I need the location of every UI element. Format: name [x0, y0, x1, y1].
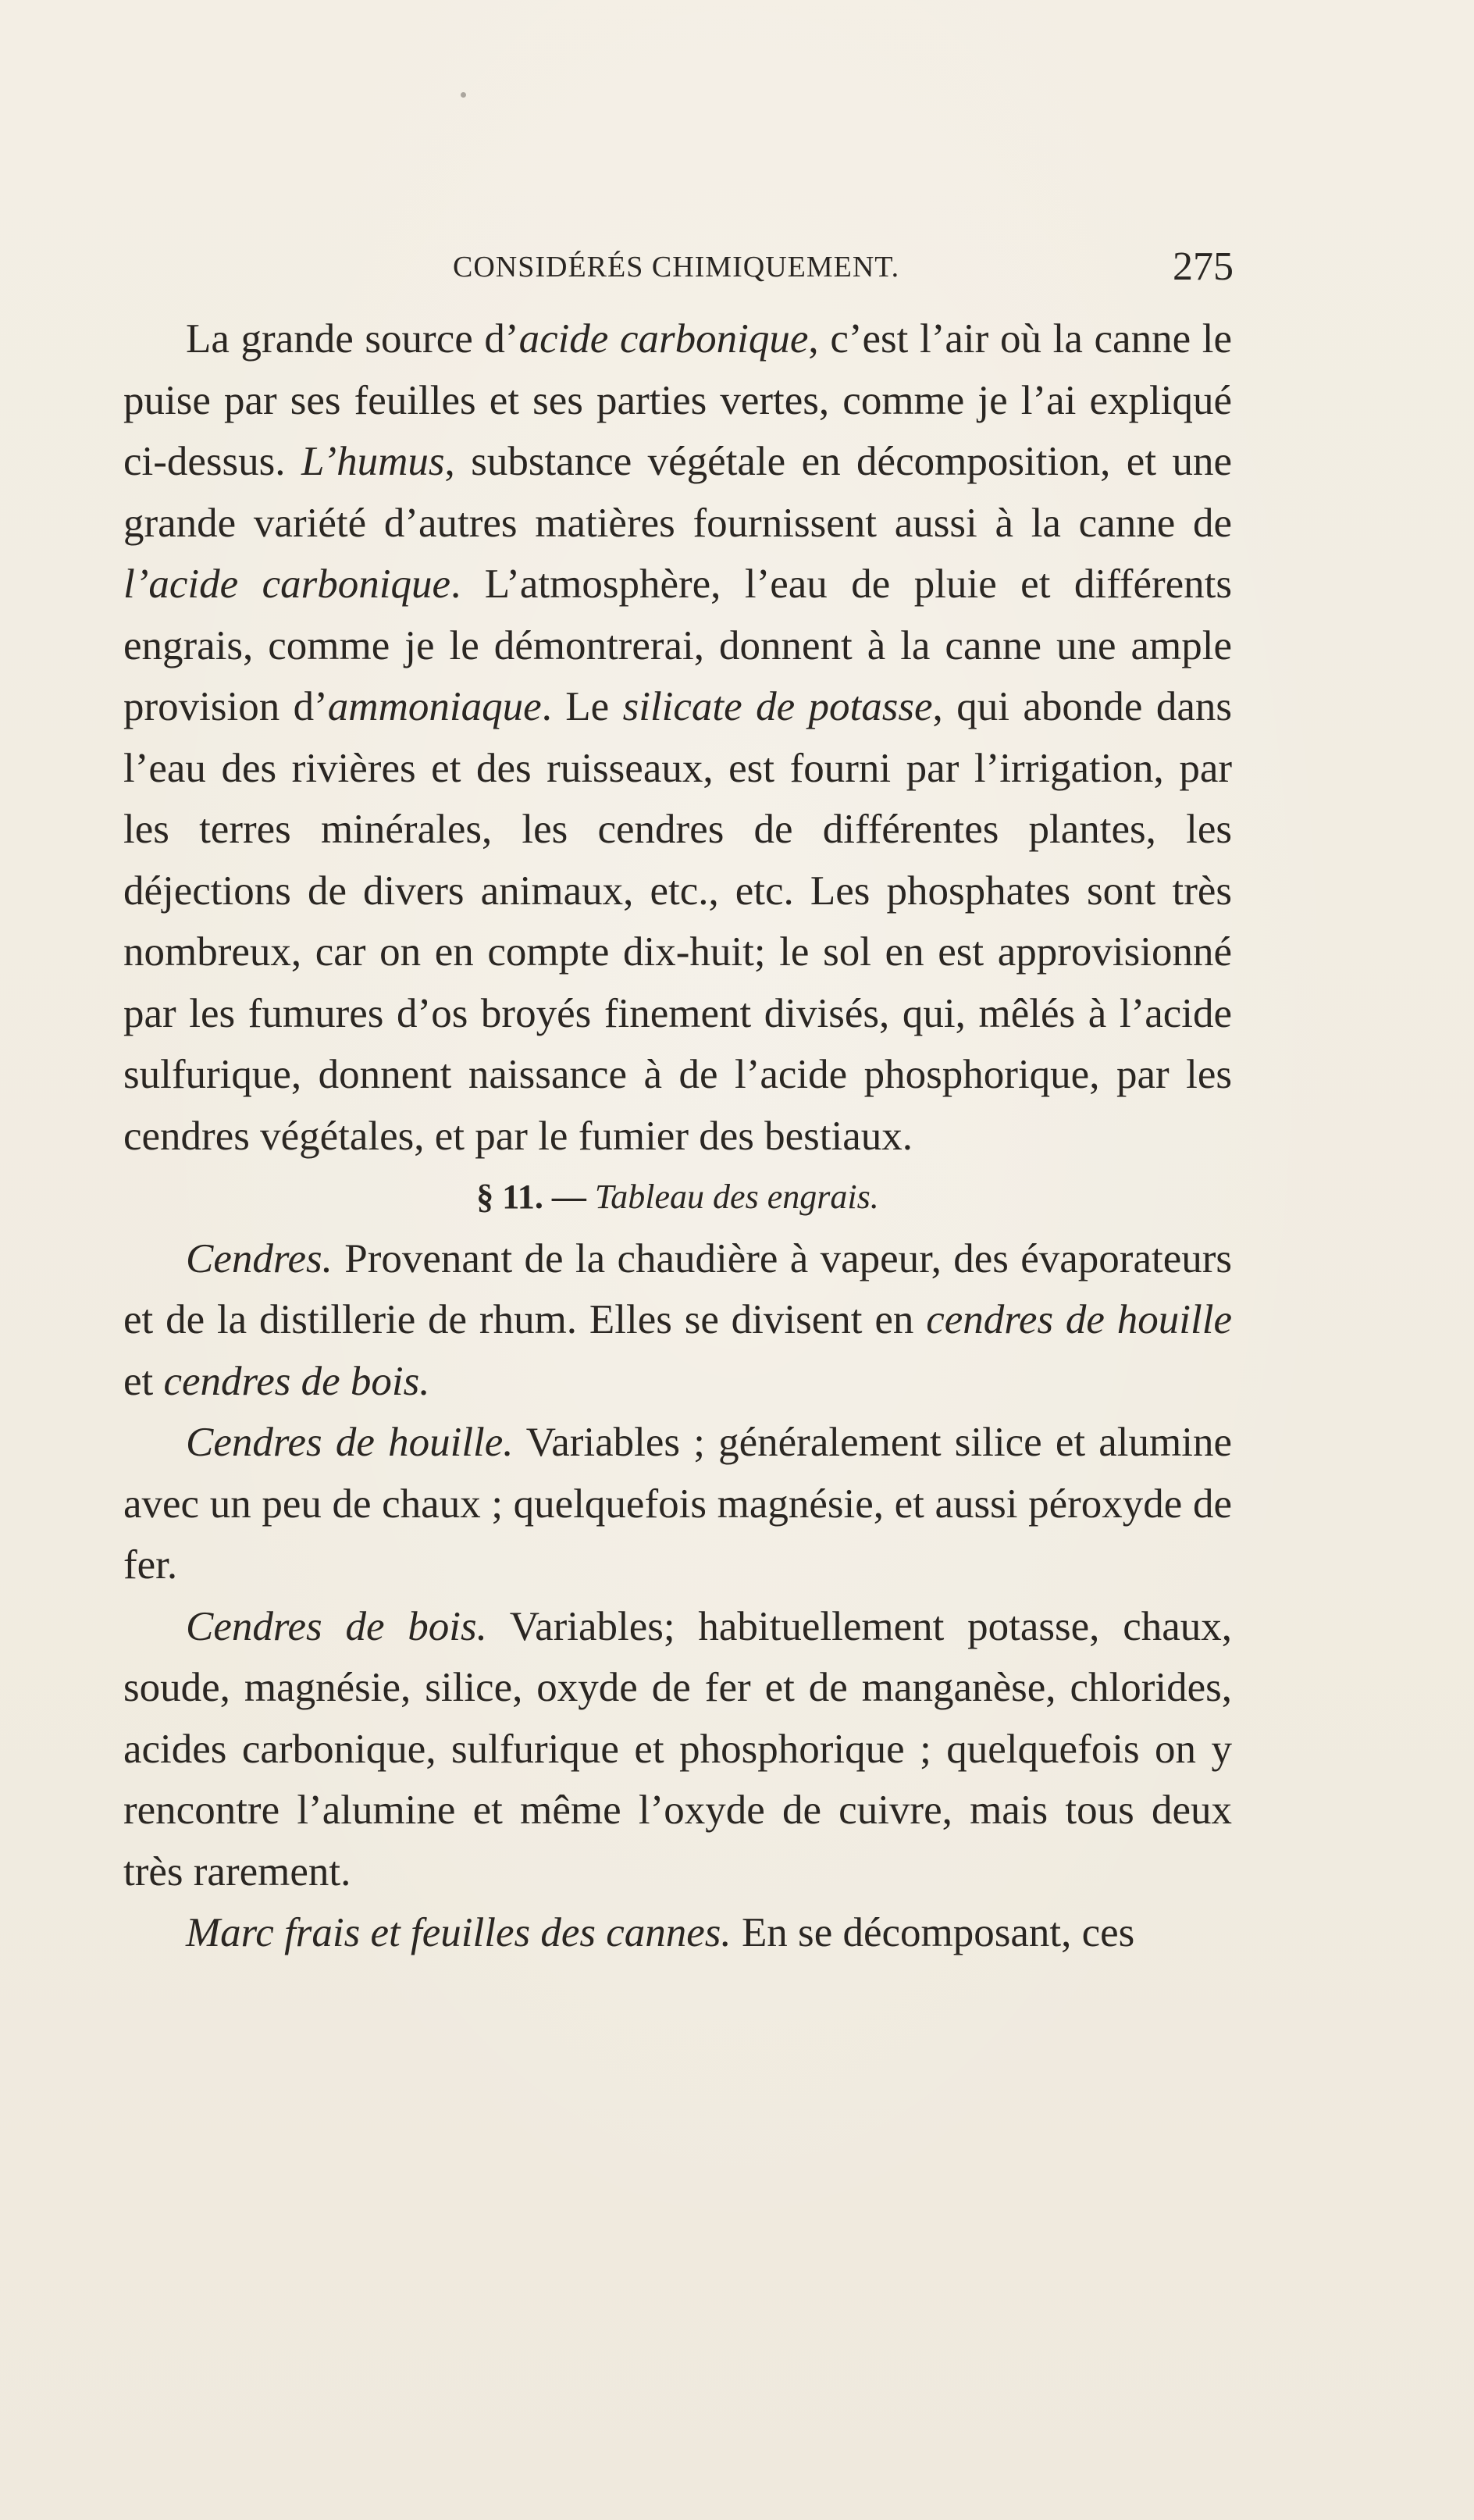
section-heading	[123, 1167, 1232, 1228]
text-run: . L’atmosphère, l’eau de pluie et différents engrais, comme je le démontrerai, donnent à la canne une ample provision d’	[123, 561, 1233, 729]
page-number: 275	[1173, 244, 1234, 289]
paragraph-cendres-bois	[123, 1596, 1232, 1903]
italic-term: Cendres de houille.	[186, 1420, 514, 1465]
italic-term: cendres de houille	[926, 1297, 1232, 1342]
text-run: Variables; habituellement potasse, chaux, soude, magnésie, silice, oxyde de fer et de manganèse, chlorides, acides carbonique, sulfurique et phosphorique ; quelquefois on y rencontre l’alumine et même l’oxyde de cuivre, mais tous deux très rarement.	[123, 1603, 1232, 1894]
paragraph-cendres-houille	[123, 1412, 1232, 1596]
text-run: Provenant de la chaudière à vapeur, des évaporateurs et de la distillerie de rhum. Elles se divisent en	[123, 1235, 1232, 1342]
italic-term: Cendres.	[186, 1235, 333, 1281]
text-run: . Le	[541, 684, 623, 729]
text-run: La grande source d’	[186, 316, 519, 362]
italic-term: Marc frais et feuilles des cannes.	[186, 1910, 732, 1955]
section-title: Tableau des engrais.	[594, 1178, 879, 1216]
text-run: et	[123, 1358, 164, 1404]
section-number: § 11. —	[476, 1178, 595, 1216]
italic-term: L’humus	[301, 439, 445, 484]
text-run: Variables ; généralement silice et alumine avec un peu de chaux ; quelquefois magnésie, et aussi péroxyde de fer.	[123, 1420, 1232, 1588]
text-run: En se décomposant, ces	[731, 1910, 1135, 1955]
text-run: , c’est l’air où la canne le puise par ses feuilles et ses parties vertes, comme je l’ai expliqué ci-dessus.	[123, 316, 1233, 484]
italic-term: cendres de bois.	[163, 1358, 430, 1404]
text-run: , qui abonde dans l’eau des rivières et des ruisseaux, est fourni par l’irrigation, par les terres minérales, les cendres de différentes plantes, les déjections de divers animaux, etc., etc. Les phosphates sont très nombreux, car on en compte dix-huit; le sol en est approvisionné par les fumures d’os broyés finement divisés, qui, mêlés à l’acide sulfurique, donnent naissance à de l’acide phosphorique, par les cendres végétales, et par le fumier des bestiaux.	[123, 684, 1232, 1159]
paragraph-marc-frais	[123, 1902, 1232, 1964]
paragraph-carbonic-acid	[123, 308, 1232, 1167]
page-header	[125, 244, 1234, 298]
paragraph-cendres	[123, 1228, 1232, 1413]
italic-term: acide carbonique	[518, 316, 809, 362]
italic-term: ammoniaque	[327, 684, 542, 729]
text-run: , substance végétale en décomposition, et une grande variété d’autres matières fournissent aussi à la canne de	[123, 439, 1232, 546]
running-head: CONSIDÉRÉS CHIMIQUEMENT.	[453, 251, 900, 283]
page-body	[123, 308, 1232, 1964]
italic-term: Cendres de bois.	[186, 1603, 487, 1649]
italic-term: l’acide carbonique	[123, 561, 451, 607]
page-speck	[461, 92, 466, 98]
italic-term: silicate de potasse	[622, 684, 933, 729]
